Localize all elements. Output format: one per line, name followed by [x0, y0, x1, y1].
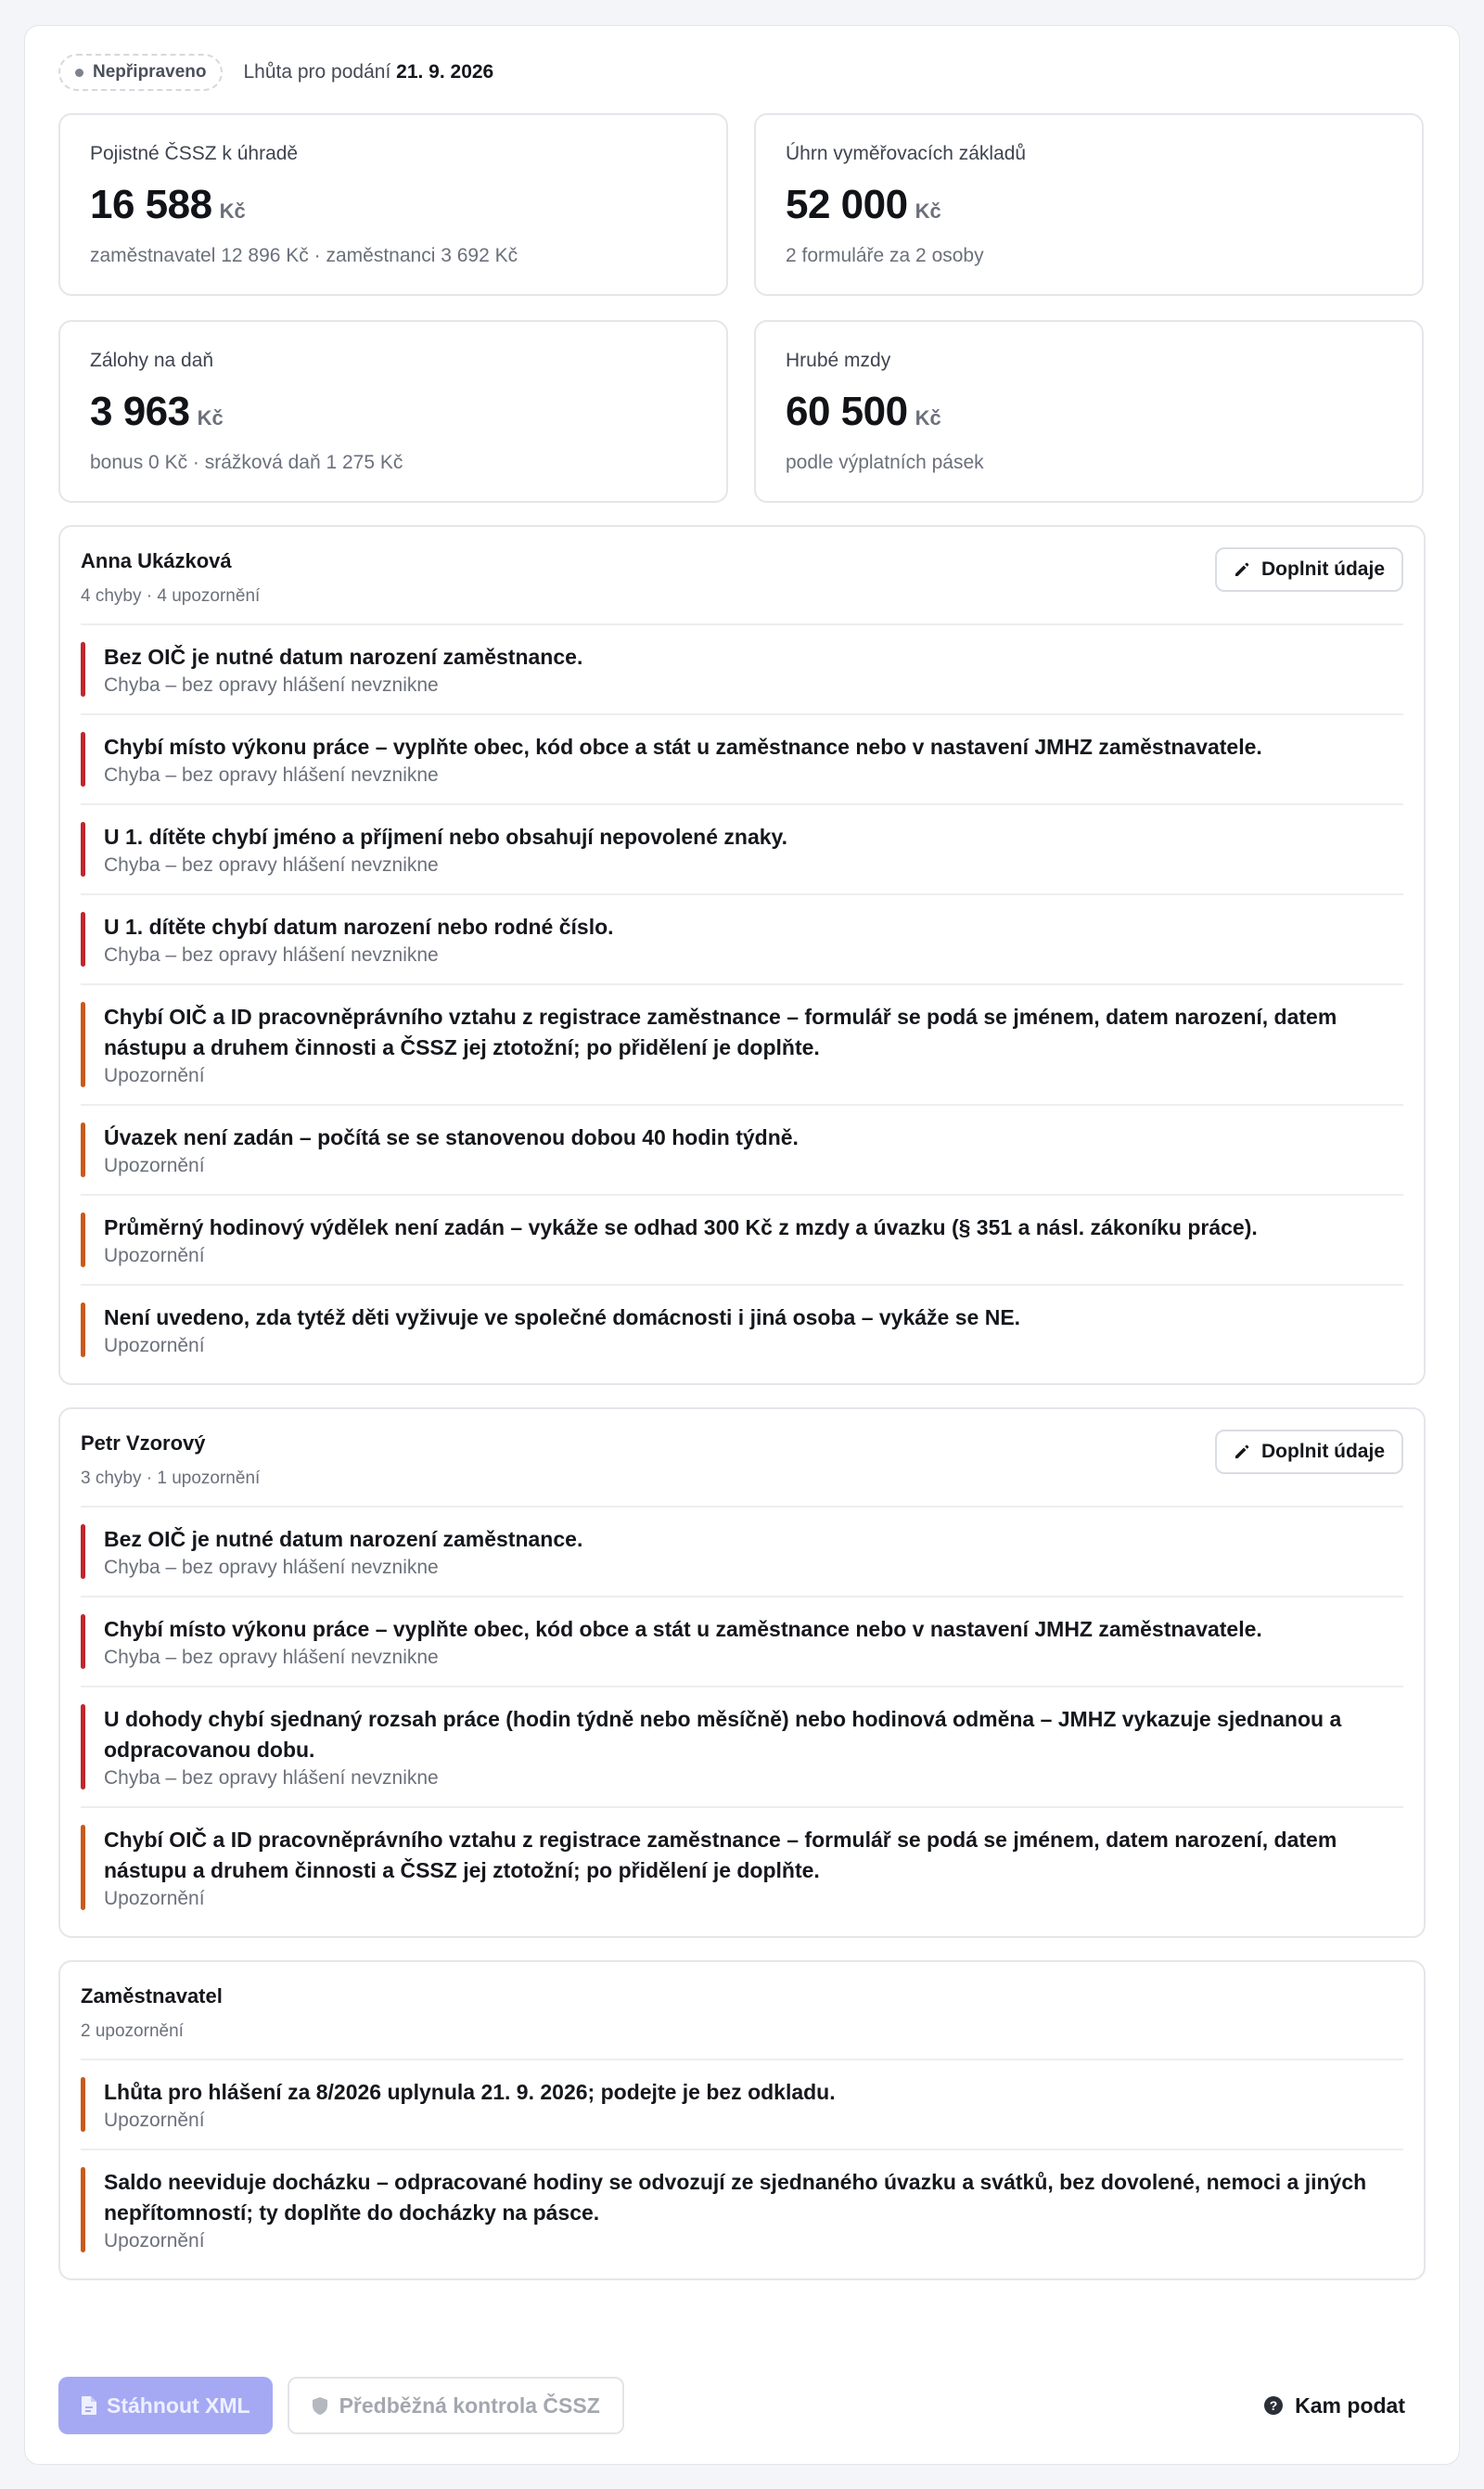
- download-xml-label: Stáhnout XML: [107, 2393, 250, 2418]
- issue-item: [81, 625, 1403, 715]
- status-badge: [58, 54, 223, 91]
- summary-cards: [58, 113, 1426, 503]
- section-issue-count: 3 chyby · 1 upozornění: [81, 1469, 261, 1488]
- warning-marker: [81, 1212, 85, 1267]
- stat-subtext: zaměstnavatel 12 896 Kč · zaměstnanci 3 692 Kč: [90, 245, 518, 266]
- stat-value: 60 500: [786, 389, 908, 434]
- section-title: Anna Ukázková: [81, 549, 232, 572]
- issue-item: [81, 1508, 1403, 1597]
- issue-severity: Upozornění: [104, 1888, 205, 1909]
- warning-marker: [81, 2077, 85, 2132]
- issue-message: U 1. dítěte chybí datum narození nebo rodné číslo.: [104, 915, 614, 939]
- where-to-submit-label: Kam podat: [1295, 2393, 1405, 2418]
- section-header: [81, 1430, 1403, 1508]
- issue-severity: Upozornění: [104, 1335, 205, 1356]
- stat-card-insurance: [58, 113, 728, 296]
- report-panel: [24, 25, 1460, 2465]
- stat-unit: Kč: [219, 199, 246, 223]
- issue-item: [81, 2150, 1403, 2269]
- status-badge-label: Nepřipraveno: [93, 62, 207, 82]
- fill-details-label: Doplnit údaje: [1261, 558, 1385, 580]
- issue-severity: Chyba – bez opravy hlášení nevznikne: [104, 944, 439, 966]
- fill-details-label: Doplnit údaje: [1261, 1441, 1385, 1462]
- warning-marker: [81, 1123, 85, 1177]
- fill-details-button[interactable]: [1215, 1430, 1403, 1474]
- error-marker: [81, 1524, 85, 1579]
- warning-marker: [81, 1302, 85, 1357]
- where-to-submit-button[interactable]: [1243, 2377, 1426, 2434]
- download-xml-button[interactable]: [58, 2377, 273, 2434]
- issue-message: U 1. dítěte chybí jméno a příjmení nebo obsahují nepovolené znaky.: [104, 825, 787, 849]
- section-issue-count: 2 upozornění: [81, 2021, 184, 2041]
- help-circle-icon: [1263, 2395, 1284, 2416]
- issue-item: [81, 2060, 1403, 2150]
- issue-message: Lhůta pro hlášení za 8/2026 uplynula 21. 9. 2026; podejte je bez odkladu.: [104, 2080, 836, 2104]
- file-icon: [81, 2395, 97, 2416]
- issue-item: [81, 1196, 1403, 1286]
- section-issue-count: 4 chyby · 4 upozornění: [81, 586, 261, 606]
- stat-label: Hrubé mzdy: [786, 350, 891, 371]
- stat-card-tax-advances: [58, 320, 728, 503]
- issue-severity: Chyba – bez opravy hlášení nevznikne: [104, 854, 439, 876]
- issue-item: [81, 1286, 1403, 1374]
- svg-text:?: ?: [1269, 2398, 1278, 2413]
- error-marker: [81, 1704, 85, 1790]
- issue-item: [81, 715, 1403, 805]
- stat-unit: Kč: [915, 406, 941, 430]
- stat-subtext: bonus 0 Kč · srážková daň 1 275 Kč: [90, 452, 403, 473]
- issue-message: Saldo neeviduje docházku – odpracované hodiny se odvozují ze sjednaného úvazku a svátků, bez dovolené, nemoci a jiných nepřítomností; ty doplňte do docházky na pásce.: [104, 2170, 1367, 2225]
- issue-severity: Upozornění: [104, 2110, 205, 2131]
- issue-item: [81, 895, 1403, 985]
- stat-label: Zálohy na daň: [90, 350, 214, 371]
- precheck-cssz-label: Předběžná kontrola ČSSZ: [339, 2393, 600, 2418]
- issue-severity: Upozornění: [104, 1065, 205, 1086]
- fill-details-button[interactable]: [1215, 547, 1403, 592]
- warning-marker: [81, 1002, 85, 1087]
- issue-section: [58, 1407, 1426, 1938]
- stat-label: Úhrn vyměřovacích základů: [786, 143, 1027, 164]
- issue-item: [81, 985, 1403, 1106]
- issue-severity: Chyba – bez opravy hlášení nevznikne: [104, 1557, 439, 1578]
- issue-message: Bez OIČ je nutné datum narození zaměstnance.: [104, 645, 583, 669]
- pencil-icon: [1234, 561, 1250, 578]
- issue-severity: Chyba – bez opravy hlášení nevznikne: [104, 1647, 439, 1668]
- error-marker: [81, 822, 85, 877]
- issue-section: [58, 525, 1426, 1385]
- deadline-date: 21. 9. 2026: [396, 61, 494, 83]
- issue-message: Průměrný hodinový výdělek není zadán – vykáže se odhad 300 Kč z mzdy a úvazku (§ 351 a násl. zákoníku práce).: [104, 1215, 1258, 1239]
- deadline: [243, 61, 493, 83]
- stat-value: 52 000: [786, 182, 908, 227]
- stat-subtext: podle výplatních pásek: [786, 452, 984, 473]
- issue-message: Bez OIČ je nutné datum narození zaměstnance.: [104, 1527, 583, 1551]
- issue-section: [58, 1960, 1426, 2280]
- issue-item: [81, 805, 1403, 895]
- status-dot-icon: [75, 69, 83, 77]
- issue-message: Úvazek není zadán – počítá se se stanovenou dobou 40 hodin týdně.: [104, 1125, 799, 1149]
- issue-severity: Chyba – bez opravy hlášení nevznikne: [104, 1767, 439, 1789]
- section-title: Petr Vzorový: [81, 1431, 206, 1455]
- stat-card-gross-wages: [754, 320, 1424, 503]
- action-bar: [58, 2377, 1426, 2434]
- issue-item: [81, 1597, 1403, 1687]
- status-row: [58, 54, 1426, 91]
- issue-message: Chybí OIČ a ID pracovněprávního vztahu z registrace zaměstnance – formulář se podá se jménem, datem narození, datem nástupu a druhem činnosti a ČSSZ jej ztotožní; po přidělení je doplňte.: [104, 1828, 1337, 1882]
- error-marker: [81, 912, 85, 967]
- stat-card-assessment-base: [754, 113, 1424, 296]
- stat-unit: Kč: [915, 199, 941, 223]
- stat-value: 16 588: [90, 182, 212, 227]
- error-marker: [81, 732, 85, 787]
- precheck-cssz-button[interactable]: [288, 2377, 624, 2434]
- issue-message: Chybí místo výkonu práce – vyplňte obec, kód obce a stát u zaměstnance nebo v nastavení JMHZ zaměstnavatele.: [104, 1617, 1262, 1641]
- stat-unit: Kč: [197, 406, 224, 430]
- issue-severity: Upozornění: [104, 1245, 205, 1266]
- issue-sections: [58, 525, 1426, 2280]
- error-marker: [81, 642, 85, 697]
- pencil-icon: [1234, 1443, 1250, 1460]
- issue-severity: Upozornění: [104, 1155, 205, 1176]
- section-header: [81, 1982, 1403, 2060]
- issue-message: Není uvedeno, zda tytéž děti vyživuje ve společné domácnosti i jiná osoba – vykáže se NE.: [104, 1305, 1021, 1329]
- stat-value: 3 963: [90, 389, 190, 434]
- error-marker: [81, 1614, 85, 1669]
- issue-severity: Chyba – bez opravy hlášení nevznikne: [104, 674, 439, 696]
- stat-subtext: 2 formuláře za 2 osoby: [786, 245, 984, 266]
- stat-label: Pojistné ČSSZ k úhradě: [90, 143, 299, 164]
- section-title: Zaměstnavatel: [81, 1984, 223, 2008]
- issue-severity: Upozornění: [104, 2230, 205, 2252]
- issue-item: [81, 1106, 1403, 1196]
- issue-item: [81, 1808, 1403, 1927]
- issue-item: [81, 1687, 1403, 1808]
- issue-severity: Chyba – bez opravy hlášení nevznikne: [104, 764, 439, 786]
- section-header: [81, 547, 1403, 625]
- warning-marker: [81, 1825, 85, 1910]
- warning-marker: [81, 2167, 85, 2252]
- issue-message: U dohody chybí sjednaný rozsah práce (hodin týdně nebo měsíčně) nebo hodinová odměna – JMHZ vykazuje sjednanou a odpracovanou dobu.: [104, 1707, 1342, 1762]
- deadline-label: Lhůta pro podání: [243, 61, 391, 83]
- issue-message: Chybí místo výkonu práce – vyplňte obec, kód obce a stát u zaměstnance nebo v nastavení JMHZ zaměstnavatele.: [104, 735, 1262, 759]
- shield-icon: [312, 2396, 328, 2416]
- issue-message: Chybí OIČ a ID pracovněprávního vztahu z registrace zaměstnance – formulář se podá se jménem, datem narození, datem nástupu a druhem činnosti a ČSSZ jej ztotožní; po přidělení je doplňte.: [104, 1005, 1337, 1059]
